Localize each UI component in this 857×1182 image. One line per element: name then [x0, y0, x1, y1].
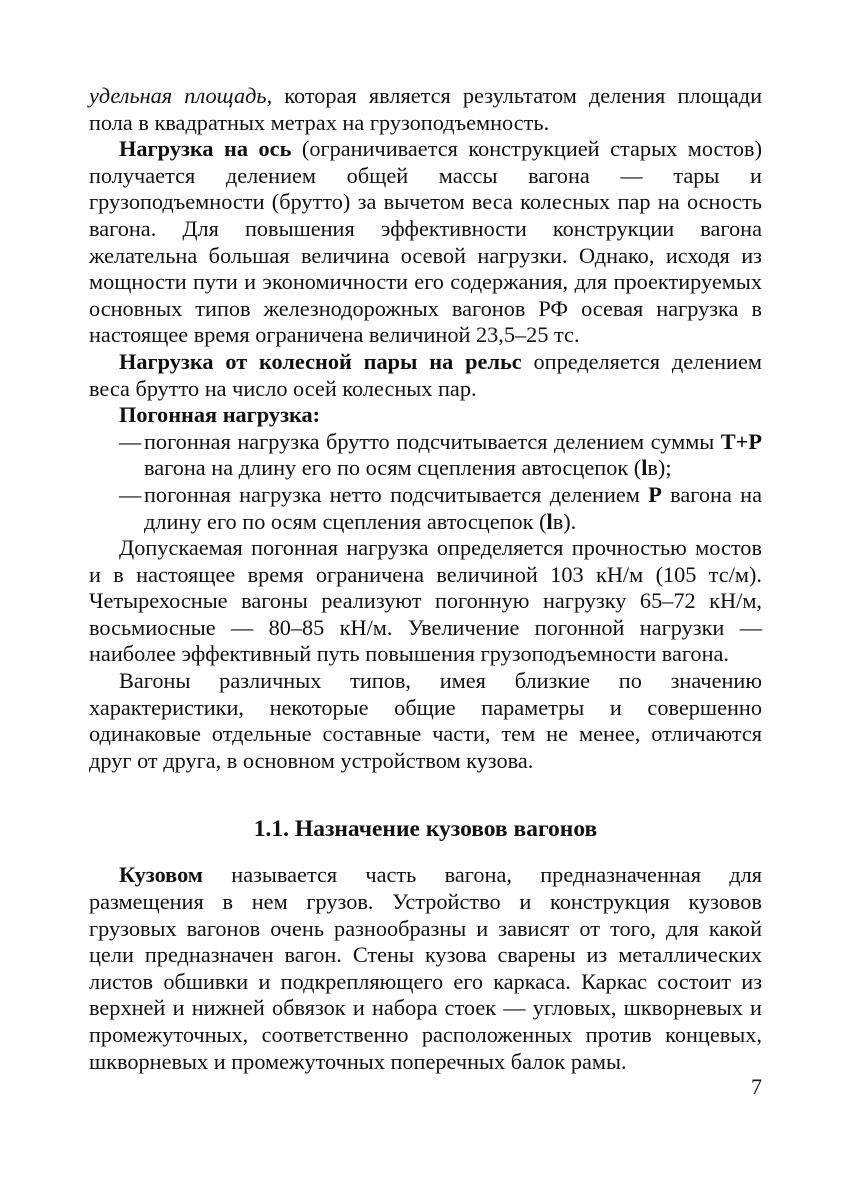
formula-p: Р: [648, 481, 662, 507]
linear-load-list: [89, 429, 762, 535]
list-item-text: в);: [647, 455, 672, 481]
symbol-l: l: [641, 455, 648, 481]
paragraph-text: определяется делением веса брутто на число осей колесных пар.: [89, 348, 762, 401]
list-item-text: в).: [552, 508, 577, 534]
list-item: [89, 482, 762, 535]
list-dash: —: [119, 428, 142, 454]
paragraph-text: , которая является результатом деления площади пола в квадратных метрах на грузоподъемность.: [89, 83, 762, 135]
paragraph-text: (ограничивается конструкцией старых мостов) получается делением общей массы вагона — тары и грузоподъемности (брутто) за вычетом веса колесных пар на осность вагона. Для повышения эффективности конструкции вагона желательна большая величина осевой нагрузки. Однако, исходя из мощности пути и экономичности его содержания, для проектируемых основных типов железнодорожных вагонов РФ осевая нагрузка в настоящее время ограничена величиной 23,5–25 тс.: [89, 136, 762, 348]
page-body: [89, 83, 762, 1075]
paragraph-specific-area: [89, 83, 762, 136]
paragraph-wagon-types: Вагоны различных типов, имея близкие по значению характеристики, некоторые общие параметры и совершенно одинаковые отдельные составные части, тем не менее, отличаются друг от друга, в основном устройством кузова.: [89, 668, 762, 773]
term-specific-area: удельная площадь: [89, 83, 267, 108]
list-item-text: вагона на длину его по осям сцепления автосцепок (: [144, 455, 642, 481]
paragraph-wheelset-load: [89, 349, 762, 402]
paragraph-axle-load: [89, 136, 762, 349]
paragraph-text: называется часть вагона, предназначенная для размещения в нем грузов. Устройство и конструкция кузовов грузовых вагонов очень разнообразны и зависят от того, для какой цели предназначен вагон. Стены кузова сварены из металлических листов обшивки и подкрепляющего его каркаса. Каркас состоит из верхней и нижней обвязок и набора стоек — угловых, шкворневых и промежуточных, соответственно расположенных против концевых, шкворневых и промежуточных поперечных балок рамы.: [89, 862, 762, 1074]
list-item: [89, 429, 762, 482]
term-body: Кузовом: [119, 862, 203, 888]
paragraph-linear-load-heading: [89, 402, 762, 429]
section-heading: 1.1. Назначение кузовов вагонов: [253, 816, 598, 843]
formula-tp: Т+Р: [720, 428, 762, 454]
symbol-l: l: [546, 508, 553, 534]
paragraph-permissible-load: Допускаемая погонная нагрузка определяется прочностью мостов и в настоящее время ограничена величиной 103 кН/м (105 тс/м). Четырехосные вагоны реализуют погонную нагрузку 65–72 кН/м, восьмиосные — 80–85 кН/м. Увеличение погонной нагрузки — наиболее эффективный путь повышения грузоподъемности вагона.: [89, 535, 762, 667]
page-number: 7: [751, 1074, 762, 1099]
term-wheelset-load: Нагрузка от колесной пары на рельс: [119, 348, 522, 374]
term-linear-load: Погонная нагрузка:: [119, 402, 321, 428]
list-item-text: погонная нагрузка нетто подсчитывается делением: [144, 481, 649, 507]
paragraph-body-definition: [89, 862, 762, 1075]
list-item-text: вагона на длину его по осям сцепления автосцепок (: [144, 481, 762, 534]
list-dash: —: [119, 481, 142, 507]
term-axle-load: Нагрузка на ось: [119, 136, 292, 162]
list-item-text: погонная нагрузка брутто подсчитывается делением суммы: [144, 428, 721, 454]
